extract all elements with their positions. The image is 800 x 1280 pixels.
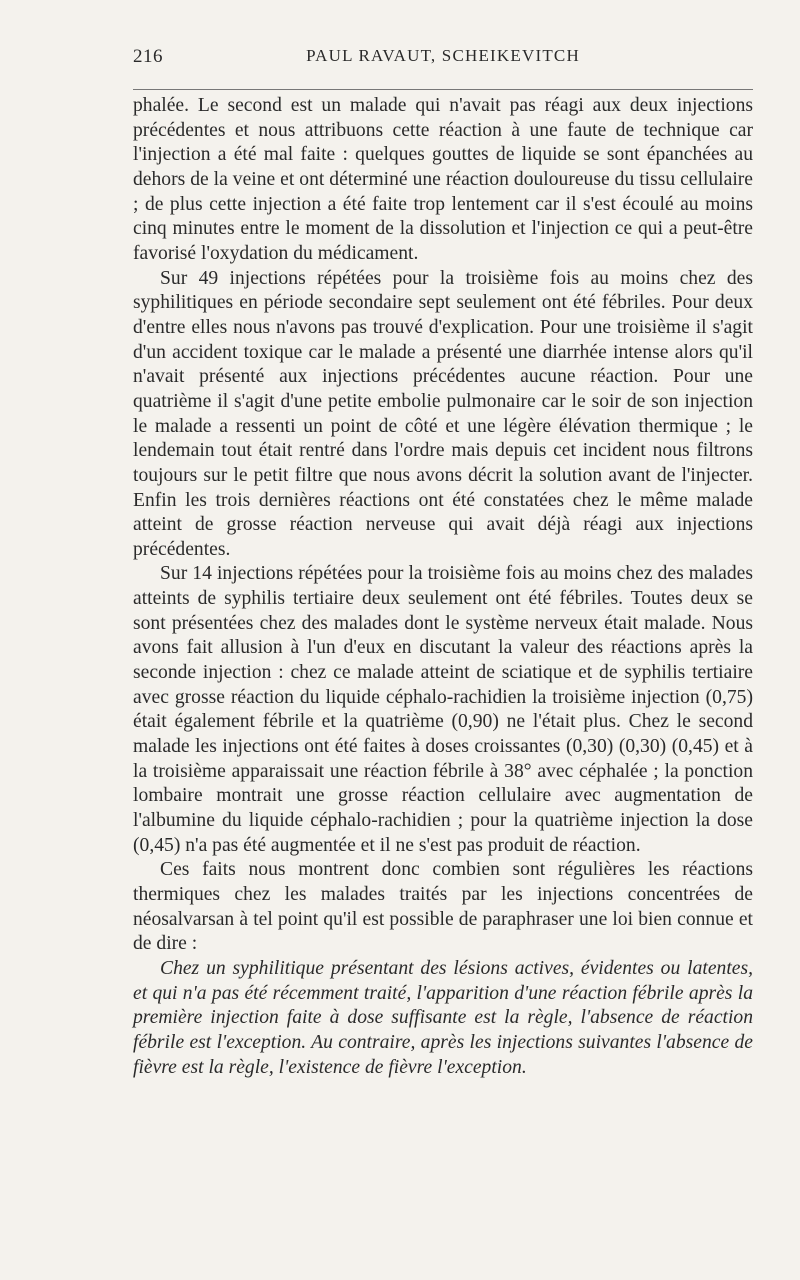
header-rule (133, 89, 753, 90)
body-text (133, 94, 753, 1080)
running-head: PAUL RAVAUT, SCHEIKEVITCH (306, 46, 580, 65)
paragraph-tertiary-syphilis: Sur 14 injections répétées pour la troisième fois au moins chez des malades atteints de syphilis tertiaire deux seulement ont été fébriles. Toutes deux se sont présentées chez des malades dont le système nerveux était malade. Nous avons fait allusion à l'un d'eux en discutant la valeur des réactions après la seconde injection : chez ce malade atteint de sciatique et de syphilis tertiaire avec grosse réaction du liquide céphalo-rachidien la troisième injection (0,75) était également fébrile et la quatrième (0,90) ne l'était plus. Chez le second malade les injections ont été faites à doses croissantes (0,30) (0,30) (0,45) et à la troisième apparaissait une réaction fébrile à 38° avec céphalée ; la ponction lombaire montrait une grosse réaction cellulaire avec augmentation de l'albumine du liquide céphalo-rachidien ; pour la quatrième injection la dose (0,45) n'a pas été augmentée et il ne s'est pas produit de réaction. (133, 563, 753, 856)
page-number: 216 (133, 46, 163, 67)
law-statement: Chez un syphilitique présentant des lésions actives, évidentes ou latentes, et qui n'a pas été récemment traité, l'apparition d'une réaction fébrile après la première injection faite à dose suffisante est la règle, l'absence de réaction fébrile est l'exception. Au contraire, après les injections suivantes l'absence de fièvre est la règle, l'existence de fièvre l'exception. (133, 957, 753, 1078)
paragraph-continued: phalée. Le second est un malade qui n'avait pas réagi aux deux injections précédentes et nous attribuons cette réaction à une faute de technique car l'injection a été mal faite : quelques gouttes de liquide se sont épanchées au dehors de la veine et ont déterminé une réaction douloureuse du tissu cellulaire ; de plus cette injection a été faite trop lentement car il s'est écoulé au moins cinq minutes entre le moment de la dissolution et l'injection ce qui a peut-être favorisé l'oxydation du médicament. (133, 95, 753, 264)
paragraph-conclusion: Ces faits nous montrent donc combien sont régulières les réactions thermiques chez les malades traités par les injections concentrées de néosalvarsan à tel point qu'il est possible de paraphraser une loi bien connue et de dire : (133, 859, 753, 955)
page-header (133, 46, 753, 76)
paragraph-secondary-syphilis: Sur 49 injections répétées pour la troisième fois au moins chez des syphilitiques en période secondaire sept seulement ont été fébriles. Pour deux d'entre elles nous n'avons pas trouvé d'explication. Pour une troisième il s'agit d'un accident toxique car le malade a présenté une diarrhée intense alors qu'il n'avait présenté aux injections précédentes aucune réaction. Pour une quatrième il s'agit d'une petite embolie pulmonaire car le soir de son injection le malade a ressenti un point de côté et une légère élévation thermique ; le lendemain tout était rentré dans l'ordre mais depuis cet incident nous filtrons toujours sur le petit filtre que nous avons décrit la solution avant de l'injecter. Enfin les trois dernières réactions ont été constatées chez le même malade atteint de grosse réaction nerveuse qui avait déjà réagi aux injections précédentes. (133, 267, 753, 560)
